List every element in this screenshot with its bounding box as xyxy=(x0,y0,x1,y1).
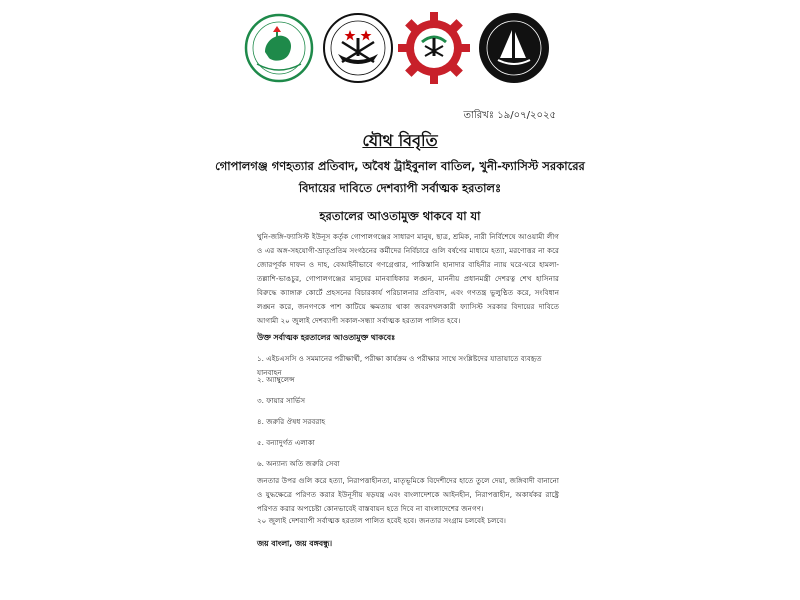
statement-date: তারিখঃ ১৯/০৭/২০২৫ xyxy=(463,110,556,121)
statement-paragraph-1: খুনি-জঙ্গি-ফ্যাসিস্ট ইউনূস কর্তৃক গোপালগঞ্জের সাধারণ মানুষ, ছাত্র, শ্রমিক, নারী নির্বিশেষে আওয়ামী লীগ ও এর অঙ্গ-সহযোগী-ভ্রাতৃপ্রতিম সংগঠনের কর্মীদের নির্বিচারে গুলি বর্ষণের মাধ্যমে হত্যা, মরণোত্তর না করে জোরপূর্বক দাফন ও দাহ, বেআইনীভাবে গণগ্রেপ্তার, পাকিস্তানি হানাদার বাহিনীর ন্যায় ঘরে-ঘরে হামলা-তল্লাশি-ভাঙচুর, গোপালগঞ্জের মানুষের মানবাধিকার লঙ্ঘন, মাননীয় প্রধানমন্ত্রী দেশরত্ন শেখ হাসিনার বিরুদ্ধে ক্যাঙ্গারু কোর্টে প্রহসনের বিচারকার্য পরিচালনার প্রতিবাদ, এবং গণতন্ত্র ভুলুণ্ঠিত করে, সংবিধান লঙ্ঘন করে, জনগণকে পাশ কাটিয়ে ক্ষমতায় থাকা জবরদখলকারী ফ্যাসিস্ট সরকার বিদায়ের দাবিতে আগামী ২০ জুলাই দেশব্যাপী সকাল-সন্ধ্যা সর্বাত্মক হরতাল পালিত হবে। xyxy=(257,232,559,325)
closing-slogan: জয় বাংলা, জয় বঙ্গবন্ধু। xyxy=(257,539,333,548)
list-item: ২. অ্যাম্বুলেন্স xyxy=(257,375,295,384)
jatiyo-sramik-league-logo xyxy=(398,12,470,84)
statement-paragraph-3: ২০ জুলাই দেশব্যাপী সর্বাত্মক হরতাল পালিত হবেই হবে। জনতার সংগ্রাম চলবেই চলবে। xyxy=(257,516,506,525)
document-title: যৌথ বিবৃতি xyxy=(362,131,438,150)
awami-league-boat-logo xyxy=(322,12,394,84)
subtitle-line-2: বিদায়ের দাবিতে দেশব্যাপী সর্বাত্মক হরতালঃ xyxy=(298,181,502,195)
exemption-list-heading: উক্ত সর্বাত্মক হরতালের আওতামুক্ত থাকবেঃ xyxy=(257,333,396,342)
list-item: ৫. বন্যাদুর্গত এলাকা xyxy=(257,438,315,447)
list-item: ৩. ফায়ার সার্ভিস xyxy=(257,396,306,405)
exemption-heading: হরতালের আওতামুক্ত থাকবে যা যা xyxy=(319,209,481,223)
list-item: ৬. অন্যান্য অতি জরুরি সেবা xyxy=(257,459,340,468)
exemption-list xyxy=(257,352,559,478)
list-item: ১. এইচএসসি ও সমমানের পরীক্ষার্থী, পরীক্ষা কার্যক্রম ও পরীক্ষার সাথে সংশ্লিষ্টদের যাতায়াতে ব্যবহৃত যানবাহন xyxy=(257,354,542,377)
bangladesh-chhatra-league-logo xyxy=(478,12,550,84)
awami-swechhasebak-league-logo xyxy=(243,12,315,84)
subtitle-line-1: গোপালগঞ্জ গণহত্যার প্রতিবাদ, অবৈধ ট্রাইবুনাল বাতিল, খুনী-ফ্যাসিস্ট সরকারের xyxy=(215,159,585,173)
statement-paragraph-2: জনতার উপর গুলি করে হত্যা, নিরাপত্তাহীনতা, মাতৃভূমিকে বিদেশীদের হাতে তুলে দেয়া, জঙ্গিবাদী বানানো ও যুদ্ধক্ষেত্রে পরিণত করার ইউনূসীয় ষড়যন্ত্র এবং বাংলাদেশকে আইনহীন, নিরাপত্তাহীন, অকার্যকর রাষ্ট্রে পরিণত করার অপচেষ্টা কোনভাবেই বাস্তবায়ন হতে দিবে না বাংলাদেশের জনগণ। xyxy=(257,476,559,513)
list-item: ৪. জরুরি ঔষধ সরবরাহ xyxy=(257,417,326,426)
